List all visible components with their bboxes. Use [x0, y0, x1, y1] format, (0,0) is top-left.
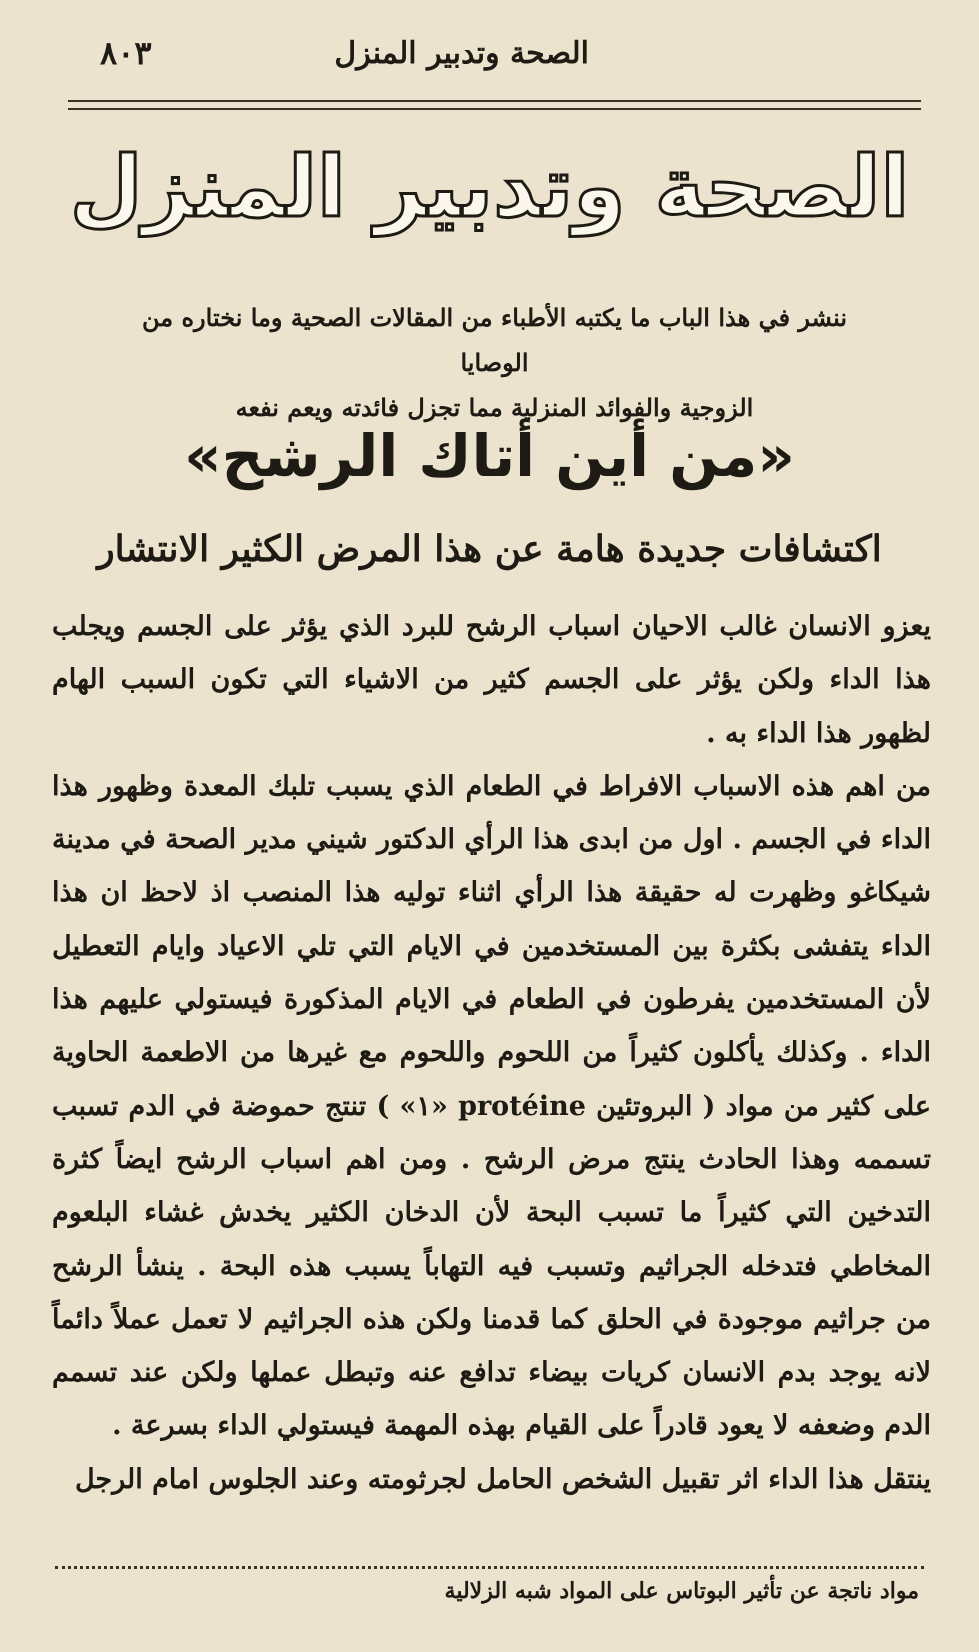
section-title: الصحة وتدبير المنزل: [69, 138, 910, 236]
footnote: مواد ناتجة عن تأثير البوتاس على المواد شبه الزلالية: [444, 1578, 919, 1604]
running-head: [60, 30, 919, 80]
intro-line: ننشر في هذا الباب ما يكتبه الأطباء من المقالات الصحية وما نختاره من الوصايا: [142, 303, 847, 377]
running-title: الصحة وتدبير المنزل: [334, 36, 589, 71]
footnote-rule: [55, 1566, 924, 1569]
paragraph: ينتقل هذا الداء اثر تقبيل الشخص الحامل لجرثومته وعند الجلوس امام الرجل: [74, 1463, 931, 1495]
header-rule: [68, 100, 921, 110]
page-number: ٨٠٣: [100, 34, 152, 72]
article-title: «من أين أتاك الرشح»: [184, 422, 795, 490]
paragraph: من اهم هذه الاسباب الافراط في الطعام الذي يسبب تلبك المعدة وظهور هذا الداء في الجسم . اول من ابدى هذا الرأي الدكتور شيني مدير الصحة في مدينة شيكاغو وظهرت له حقيقة هذا الرأي اثناء توليه هذا المنصب اذ لاحظ ان هذا الداء يتفشى بكثرة بين المستخدمين في الايام التي تلي الاعياد وايام التعطيل لأن المستخدمين يفرطون في الطعام في الايام المذكورة فيستولي عليهم هذا الداء . وكذلك يأكلون كثيراً من اللحوم واللحوم مع غيرها من الاطعمة الحاوية على كثير من مواد ( البروتئين protéine «١» ) تنتج حموضة في الدم تسبب تسممه وهذا الحادث ينتج مرض الرشح . ومن اهم اسباب الرشح ايضاً كثرة التدخين التي كثيراً ما تسبب البحة لأن الدخان الكثير يخدش غشاء البلعوم المخاطي فتدخله الجراثيم وتسبب فيه التهاباً يسبب هذه البحة . ينشأ الرشح من جراثيم موجودة في الحلق كما قدمنا ولكن هذه الجراثيم لا تعمل عملاً دائماً لانه يوجد بدم الانسان كريات بيضاء تدافع عنه وتبطل عملها ولكن عند تسمم الدم وضعفه لا يعود قادراً على القيام بهذه المهمة فيستولي الداء بسرعة .: [52, 770, 931, 1442]
article-subtitle: اكتشافات جديدة هامة عن هذا المرض الكثير الانتشار: [97, 528, 882, 570]
intro-line: الزوجية والفوائد المنزلية مما تجزل فائدته ويعم نفعه: [235, 393, 754, 422]
section-intro: [110, 295, 879, 430]
paragraph: يعزو الانسان غالب الاحيان اسباب الرشح للبرد الذي يؤثر على الجسم ويجلب هذا الداء ولكن يؤثر على الجسم كثير من الاشياء التي تكون السبب الهام لظهور هذا الداء به .: [52, 611, 931, 749]
article-body: [52, 600, 931, 1506]
